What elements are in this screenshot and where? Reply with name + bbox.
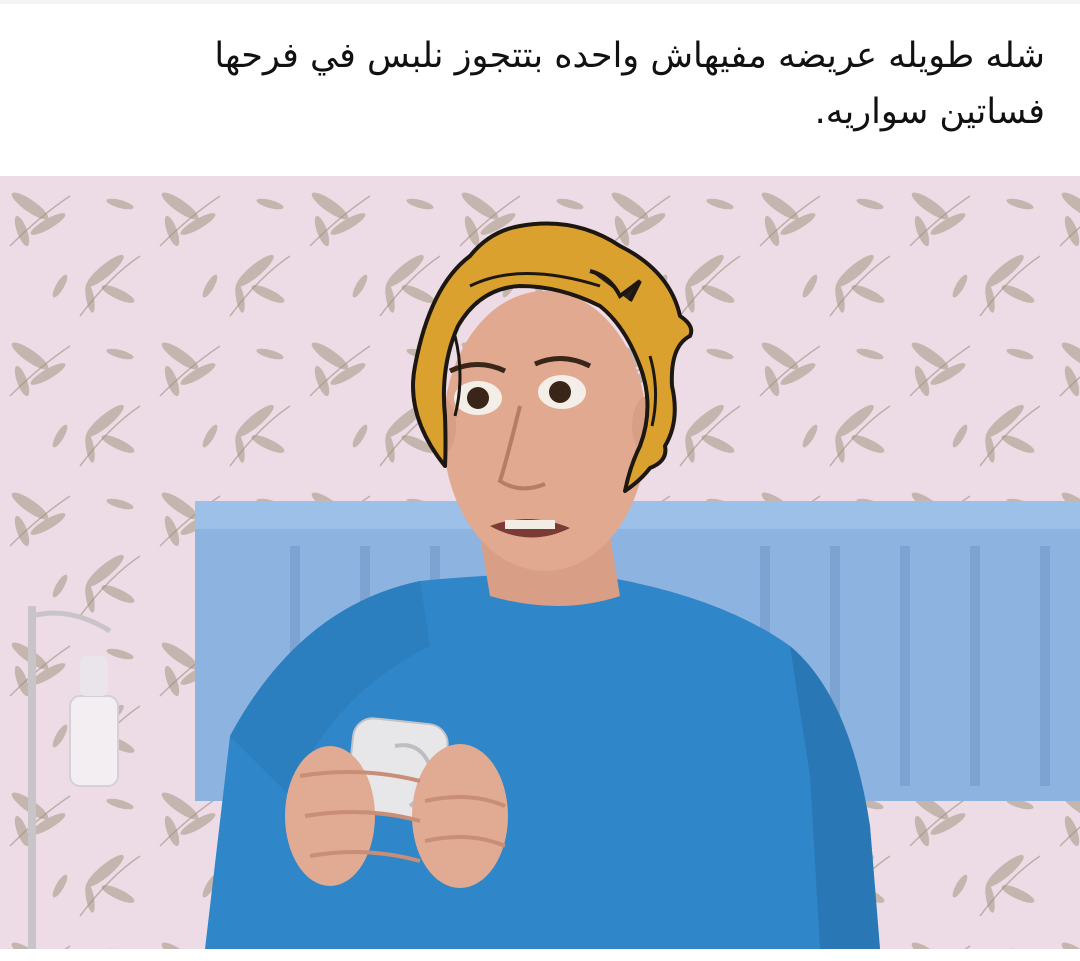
bottom-divider	[0, 949, 1080, 961]
caption-line-1: شله طويله عريضه مفيهاش واحده بتتجوز نلبس في فرحها	[214, 36, 1045, 76]
top-divider	[0, 0, 1080, 4]
meme-photo	[0, 176, 1080, 949]
meme-photo-illustration	[0, 176, 1080, 949]
meme-caption	[40, 28, 1045, 140]
caption-line-2: فساتين سواريه.	[814, 92, 1045, 132]
